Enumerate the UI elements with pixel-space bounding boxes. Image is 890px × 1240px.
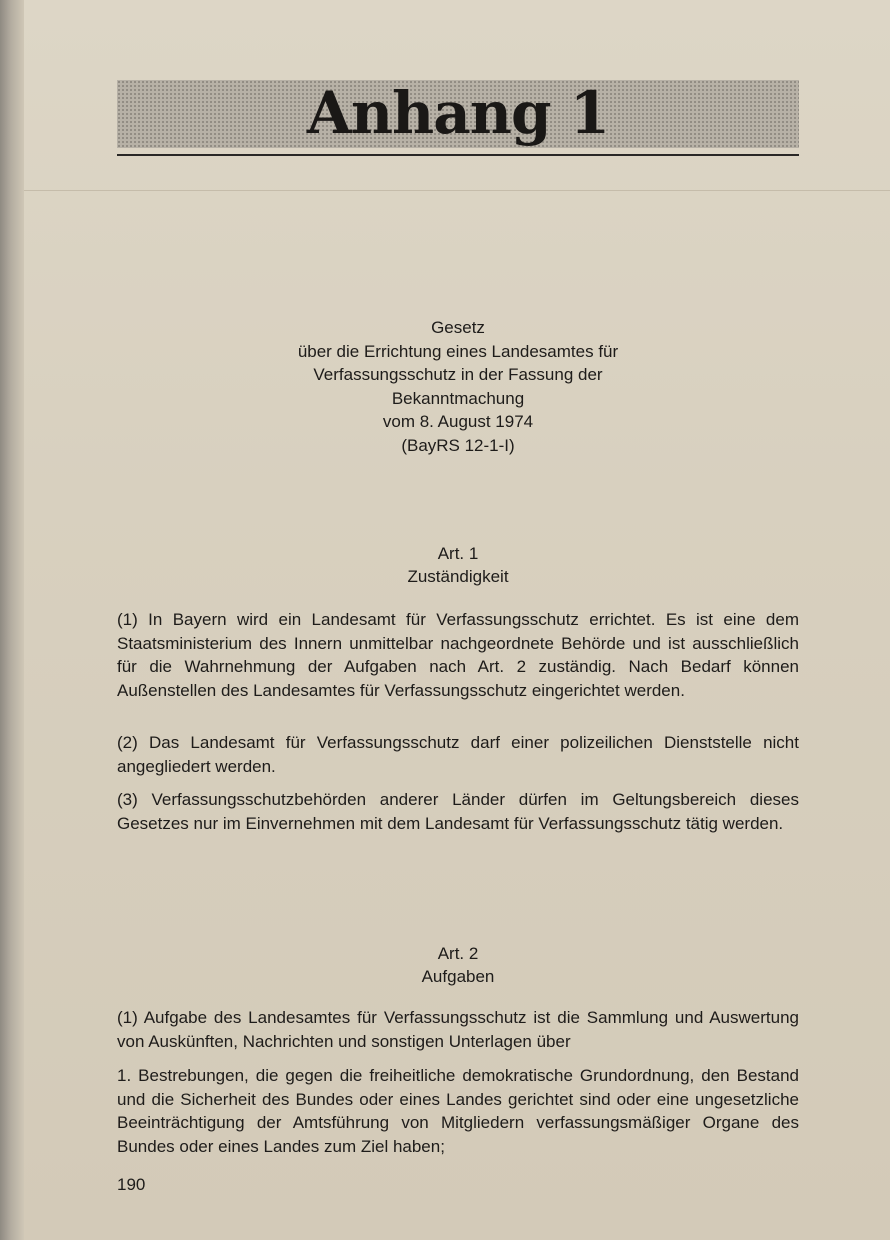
law-title-line: Gesetz <box>431 318 485 337</box>
article-1-number: Art. 1 <box>437 544 479 563</box>
appendix-title: Anhang 1 <box>306 79 610 147</box>
article-1-paragraph-3: (3) Verfassungsschutzbehörden anderer Länder dürfen im Geltungsbereich dieses Gesetzes nur im Einvernehmen mit dem Landesamt für Verfassungsschutz tätig werden. <box>117 790 799 833</box>
article-2-heading <box>117 942 799 988</box>
book-spine-shadow <box>0 0 24 1240</box>
law-title-line: (BayRS 12-1-I) <box>401 435 515 455</box>
law-title-line: über die Errichtung eines Landesamtes für <box>297 341 619 361</box>
law-title-line: Verfassungsschutz in der Fassung der <box>313 365 603 385</box>
article-1-title: Zuständigkeit <box>407 567 509 586</box>
article-1-paragraph-1: (1) In Bayern wird ein Landesamt für Verfassungsschutz errichtet. Es ist eine dem Staatsministerium des Innern unmittelbar nachgeordnete Behörde und ist ausschließlich für die Wahrnehmung der Aufgaben nach Art. 2 zuständig. Nach Bedarf können Außenstellen des Landesamtes für Verfassungsschutz eingerichtet werden. <box>117 610 799 700</box>
article-2-paragraph-1: (1) Aufgabe des Landesamtes für Verfassungsschutz ist die Sammlung und Auswertung von Auskünften, Nachrichten und sonstigen Unterlagen über <box>117 1008 799 1051</box>
law-title-line: Bekanntmachung <box>391 388 525 408</box>
article-2-number: Art. 2 <box>437 944 479 963</box>
law-title-block <box>117 316 799 458</box>
article-2-title: Aufgaben <box>421 967 495 986</box>
page-fold-line <box>24 190 890 191</box>
article-2-paragraph-2: 1. Bestrebungen, die gegen die freiheitliche demokratische Grundordnung, den Bestand und die Sicherheit des Bundes oder eines Landes gerichtet sind oder eine ungesetzliche Beeinträchtigung der Amtsführung von Mitgliedern verfassungsmäßiger Organe des Bundes oder eines Landes zum Ziel haben; <box>117 1066 799 1156</box>
page-number: 190 <box>117 1175 146 1194</box>
law-title-line: vom 8. August 1974 <box>382 412 534 432</box>
article-1-heading <box>117 542 799 588</box>
article-1-paragraph-2: (2) Das Landesamt für Verfassungsschutz darf einer polizeilichen Dienststelle nicht angegliedert werden. <box>117 733 799 776</box>
title-rule <box>117 154 799 156</box>
